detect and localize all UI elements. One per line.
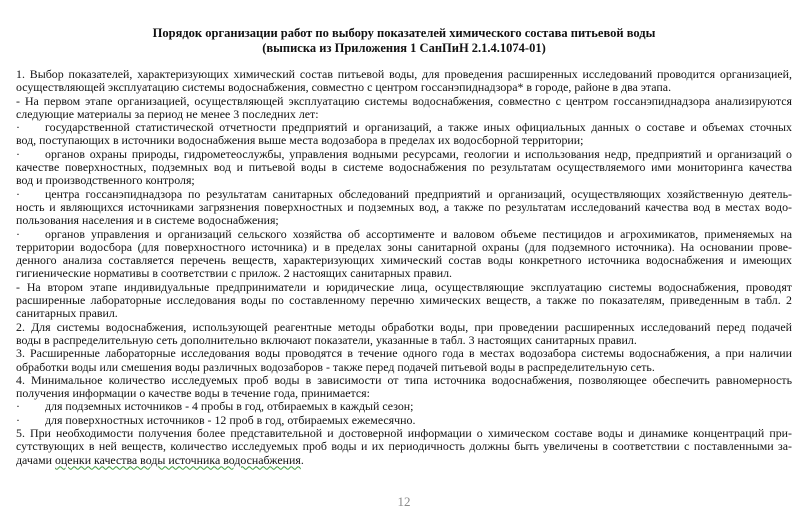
paragraph: [16, 374, 792, 401]
text-line: [16, 321, 792, 334]
text-line: [16, 148, 792, 161]
line-text: получения информации о качестве воды в течение года, принимается:: [16, 386, 370, 401]
line-text: 2. Для системы водоснабжения, использующей реагентные методы обработки воды, при проведении расширенных исследований перед подачей: [16, 319, 792, 334]
line-text: для поверхностных источников - 12 проб в год, отбираемых ежемесячно.: [45, 412, 416, 427]
bullet-icon: ·: [16, 399, 20, 414]
text-line: [16, 108, 792, 121]
line-text: 1. Выбор показателей, характеризующих химический состав питьевой воды, для проведения расширенных исследований проводится организацией,: [16, 67, 792, 81]
text-line: [16, 95, 792, 108]
text-line: [16, 400, 792, 413]
text-line: [16, 68, 792, 81]
line-text: денного анализа составляется перечень веществ, характеризующих химический состав воды конкретного источника водоснабжения и имеющих: [16, 253, 792, 268]
line-text: дачами: [16, 452, 55, 467]
text-line: [16, 427, 792, 440]
text-line: [16, 307, 792, 320]
text-line: [16, 241, 792, 254]
line-text: расширенные лабораторные исследования воды по составленному перечню химических веществ, а также по показателям, приведенным в табл. 2: [16, 293, 792, 308]
text-line: [16, 414, 792, 427]
document-body: [16, 68, 792, 467]
line-text: органов управления и организаций сельского хозяйства об ассортименте и валовом объеме пестицидов и агрохимикатов, применяемых на: [45, 226, 792, 241]
paragraph: [16, 347, 792, 374]
bullet-icon: ·: [16, 186, 20, 201]
paragraph: [16, 68, 792, 95]
page-number: 12: [397, 494, 411, 509]
text-line: [16, 267, 792, 280]
line-text: гигиенические нормативы в соответствии с прилож. 2 настоящих санитарных правил.: [16, 266, 452, 281]
text-line: [16, 121, 792, 134]
bullet-item: [16, 228, 792, 281]
line-text: качестве поверхностных, подземных вод и питьевой воды в системе водоснабжения по результатам осуществляемого ими мониторинга качества: [16, 160, 792, 175]
bullet-item: [16, 414, 792, 427]
text-line: [16, 174, 792, 187]
line-text: 4. Минимальное количество исследуемых проб воды в зависимости от типа источника водоснабжения, позволяющее обеспечить равномерность: [16, 372, 792, 387]
spellcheck-underlined-text: оценки качества воды источника водоснабжения: [54, 452, 301, 467]
line-text: вод и производственного контроля;: [16, 173, 195, 188]
line-text: вод, поступающих в источники водоснабжения выше места водозабора в пределах их водосборной территории;: [16, 133, 584, 148]
line-text: 5. При необходимости получения более представительной и достоверной информации о химическом составе воды и динамике концентраций при-: [16, 426, 792, 441]
line-text: сутствующих в ней веществ, количество исследуемых проб воды и их периодичность должны быть увеличены в соответствии с поставленными за-: [16, 439, 792, 454]
line-text: 3. Расширенные лабораторные исследования воды проводятся в течение одного года в местах водозабора системы водоснабжения, а при наличии: [16, 346, 792, 361]
text-line: [16, 454, 792, 467]
line-text: пользования населения и в системе водоснабжения;: [16, 213, 279, 228]
line-text: осуществляющей эксплуатацию системы водоснабжения, совместно с центром госсанэпиднадзора* в городе, районе в два этапа.: [16, 80, 672, 95]
paragraph: [16, 95, 792, 122]
line-text: следующие материалы за период не менее 3 последних лет:: [16, 106, 319, 121]
line-text: для подземных источников - 4 пробы в год, отбираемых в каждый сезон;: [45, 399, 414, 414]
text-line: [16, 188, 792, 201]
text-line: [16, 214, 792, 227]
bullet-item: [16, 148, 792, 188]
line-text: - На втором этапе индивидуальные предприниматели и юридические лица, осуществляющие эксплуатацию системы водоснабжения, проводят: [16, 279, 792, 294]
text-line: [16, 361, 792, 374]
line-text: - На первом этапе организацией, осуществляющей эксплуатацию системы водоснабжения, совместно с центром госсанэпиднадзора анализируются: [16, 93, 792, 108]
text-line: [16, 254, 792, 267]
text-line: [16, 387, 792, 400]
text-line: [16, 440, 792, 453]
line-text: государственной статистической отчетности предприятий и организаций, а также иных официальных данных о составе и объемах сточных: [45, 120, 792, 135]
line-text: санитарных правил.: [16, 306, 118, 321]
text-line: [16, 294, 792, 307]
bullet-icon: ·: [16, 226, 20, 241]
paragraph: [16, 281, 792, 321]
text-line: [16, 81, 792, 94]
bullet-icon: ·: [16, 146, 20, 161]
paragraph: [16, 427, 792, 467]
bullet-item: [16, 400, 792, 413]
line-text: органов охраны природы, гидрометеослужбы, управления водными ресурсами, геологии и использования недр, предприятий и организаций о: [45, 146, 792, 161]
text-line: [16, 374, 792, 387]
text-line: [16, 281, 792, 294]
text-line: [16, 228, 792, 241]
text-line: [16, 201, 792, 214]
text-line: [16, 134, 792, 147]
paragraph: [16, 321, 792, 348]
line-text: территории водосбора (для поверхностного источника) и в пределах зоны санитарной охраны (для подземного источника). На основании прове-: [16, 239, 792, 254]
line-text: центра госсанэпиднадзора по результатам санитарных обследований предприятий и организаций, осуществляющих хозяйственную деятель-: [45, 186, 792, 201]
text-line: [16, 161, 792, 174]
document-subtitle: (выписка из Приложения 1 СанПиН 2.1.4.1074-01): [262, 41, 546, 55]
text-line: [16, 334, 792, 347]
line-text: обработки воды или смешения воды различных водозаборов - также перед подачей питьевой воды в распределительную сеть.: [16, 359, 655, 374]
document-title: Порядок организации работ по выбору показателей химического состава питьевой воды: [152, 26, 656, 40]
line-text: воды в распределительную сеть дополнительно включают показатели, указанные в табл. 3 настоящих санитарных правил.: [16, 332, 637, 347]
text-line: [16, 347, 792, 360]
bullet-icon: ·: [16, 120, 20, 135]
bullet-item: [16, 188, 792, 228]
bullet-icon: ·: [16, 412, 20, 427]
line-text: .: [300, 452, 304, 467]
line-text: ность и являющихся источниками загрязнения поверхностных и подземных вод, а также по результатам исследований качества вод в местах водо-: [16, 199, 792, 214]
bullet-item: [16, 121, 792, 148]
